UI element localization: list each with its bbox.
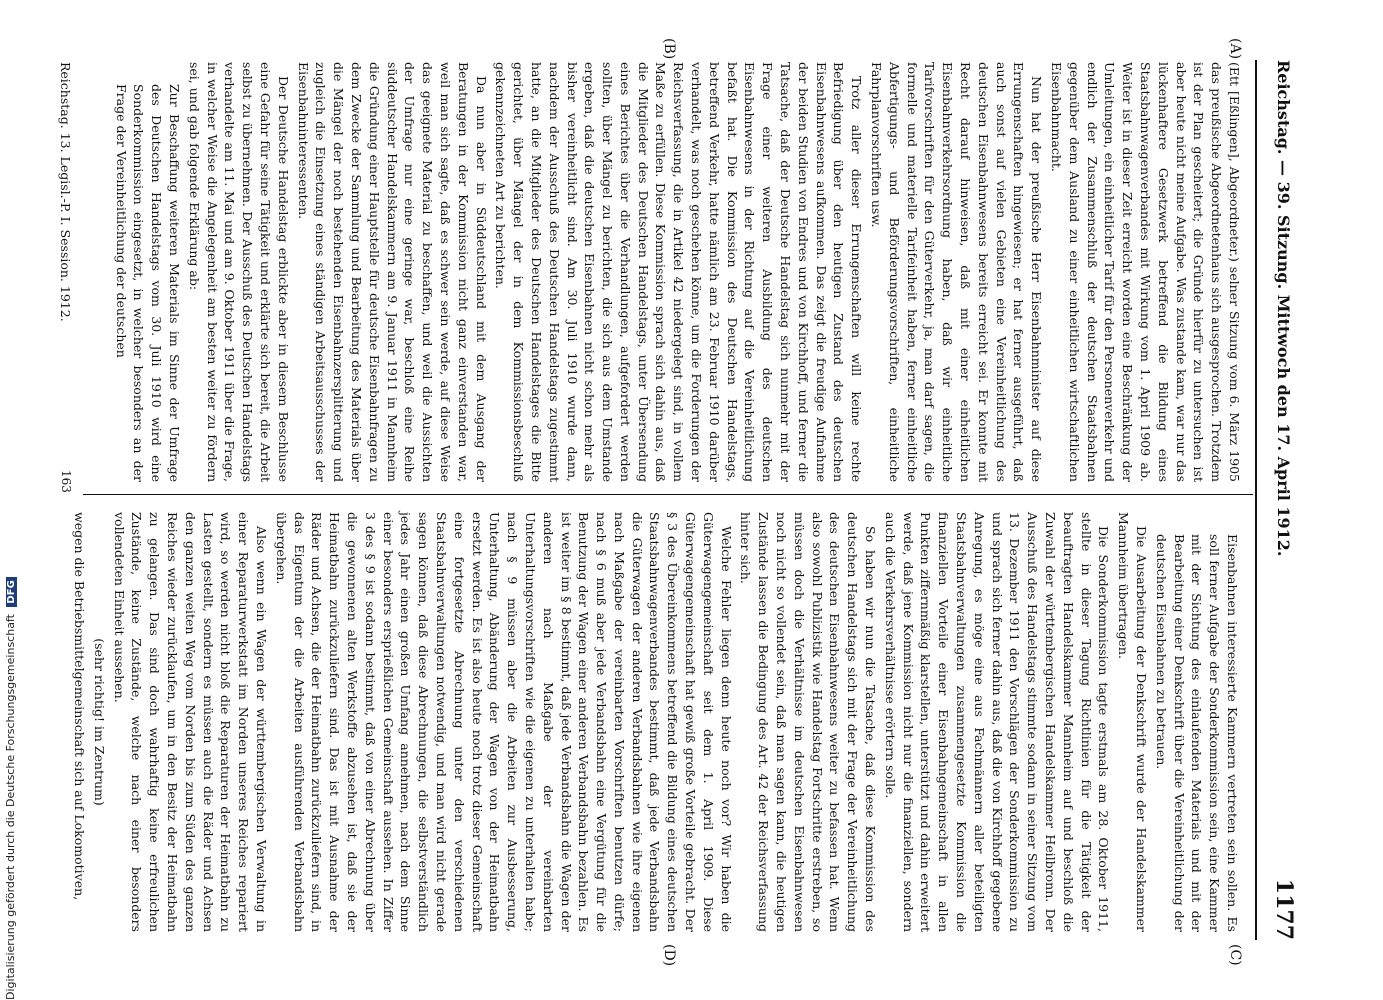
paragraph: wegen die Betriebsmittelgemeinschaft sich auf Lokomotiven, xyxy=(72,512,87,901)
paragraph: Der Deutsche Handelstag erblickte aber in diesem Beschlusse eine Gefahr für seine Tätigkeit und erklärte sich bereit, die Arbeit selbst zu übernehmen. Der Ausschuß des Deutschen Handelstags verhandelte am 11. Mai und am 9. Oktober 1911 über die Frage, in welcher Weise die Angelegenheit am besten weiter zu fördern sei, und gab folgende Erklärung ab: xyxy=(186,62,291,482)
digitization-credit-text: Digitalisierung gefördert durch die Deutsche Forschungsgemeinschaft xyxy=(4,614,17,1000)
page-header xyxy=(1261,60,1297,940)
header-rule xyxy=(1255,60,1257,940)
dfg-logo: DFG xyxy=(6,577,17,606)
margin-marker-b: (B) xyxy=(661,38,677,60)
margin-marker-d: (D) xyxy=(661,944,677,967)
quoted-declaration: Zur Beschaffung weiteren Materials im Sinne der Umfrage des Deutschen Handelstags vom 30. Juli 1910 wird eine Sonderkommission eingesetzt, in welcher besonders an der Frage der Vereinheitlichung der deutschen xyxy=(113,84,182,482)
digitization-credit xyxy=(4,577,17,1000)
interjection: (sehr richtig! im Zentrum) xyxy=(91,638,107,806)
margin-marker-a: (A) xyxy=(1227,38,1243,60)
footer-session-info: Reichstag. 13. Legisl.-P. I. Session. 1912. xyxy=(58,62,73,322)
paragraph: Also wenn ein Wagen der württembergischen Verwaltung in einer Reparaturwerkstatt im Norden unseres Reiches repariert wird, so werden nicht bloß die Reparaturen der Heimatbahn zu Lasten gestellt, sondern es müssen auch die Räder und Achsen den ganzen weiten Weg vom Norden bis zum Süden des ganzen Reiches wieder zurücklaufen, um in den Besitz der Heimatbahn zu gelangen. Das sind doch wahrhaftig keine erfreulichen Zustände, keine Zustände, welche nach einer besonders vollendeten Einheit aussehen. xyxy=(111,512,269,932)
paragraph: Die Sonderkommission tagte erstmals am 28. Oktober 1911, stellte in dieser Tagung Richtlinien für die Tätigkeit der beauftragten Handelskammer Mannheim auf und beschloß die Zuwahl der württembergischen Handelskammer Heilbronn. Der Ausschuß des Handelstags stimmte sodann in seiner Sitzung vom 13. Dezember 1911 den Vorschlägen der Sonderkommission zu und sprach sich ferner dahin aus, daß die von Kirchhoff gegebene Anregung, es möge eine aus Fachmännern aller beteiligten Staatsbahnverwaltungen zusammengesetzte Kommission die finanziellen Vorteile einer Eisenbahngemeinschaft in allen Punkten ziffernmäßig klarstellen, unterstützt und dahin erweitert werde, daß jene Kommission nicht nur die finanziellen, sondern auch die Verkehrsverhältnisse erörtern solle. xyxy=(882,512,1112,932)
left-text-column xyxy=(110,62,1243,482)
paragraph: Nun hat der preußische Herr Eisenbahnminister auf diese Errungenschaften hingewiesen; er hat ferner ausgeführt, daß auch sonst auf vielen Gebieten eine Vereinheitlichung des deutschen Eisenbahnwesens bereits erreicht sei. Er konnte mit Recht darauf hinweisen, daß mit einer einheitlichen Eisenbahnverkehrsordnung haben, daß wir einheitliche Tarifvorschriften für den Güterverkehr, ja, man darf sagen, die formelle und materielle Tarifeinheit haben, ferner einheitliche Abfertigungs- und Beförderungsvorschriften, einheitliche Fahrplanvorschriften usw. xyxy=(869,62,1045,482)
paragraph: Die Ausarbeitung der Denkschrift wurde der Handelskammer Mannheim übertragen. xyxy=(1116,512,1150,932)
right-text-column xyxy=(68,512,1243,932)
paragraph: (Ett [Eßlingen], Abgeordneter.) selner Sitzung vom 6. März 1905 das preußische Abgeordnetenhaus sich ausgesprochen. Trotzdem ist der Plan gescheitert; die Gründe hierfür zu untersuchen ist aber heute nicht meine Aufgabe. Was zustande kam, war nur das lückenhaftere Gesetzwerk betreffend die Bildung eines Staatsbahnwagenverbandes mit Wirkung vom 1. April 1909 ab. Weiter ist in dieser Zeit erreicht worden eine Beschränkung der Umleitungen, ein einheitlicher Tarif für den Personenverkehr und endlich der Zusammenschluß der deutschen Staatsbahnen gegenüber dem Ausland zu einer einheitlichen wirtschaftlichen Eisenbahnmacht. xyxy=(1049,62,1242,482)
quoted-declaration-continued: Eisenbahnen interessierte Kammern vertreten sein sollen. Es soll ferner Aufgabe der Sonderkommission sein, eine Kammer mit der Sichtung des einlaufenden Materials und mit der Bearbeitung einer Denkschrift über die Vereinheitlichung der deutschen Eisenbahnen zu betrauen. xyxy=(1153,534,1240,932)
footer-signature-number: 163 xyxy=(59,470,73,493)
column-divider xyxy=(83,494,1253,495)
paragraph: Welche Fehler liegen denn heute noch vor? Wir haben die Güterwagengemeinschaft seit dem 1. April 1909. Diese Güterwagengemeinschaft hat gewiß große Vorteile gebracht. Der § 3 des Übereinkommens betreffend die Bildung eines deutschen Staatsbahnwagenverbandes bestimmt, daß jede Verbandsbahn die Güterwagen der anderen Verbandsbahnen wie ihre eigenen nach Maßgabe der vereinbarten Vorschriften benutzen dürfe; nach § 6 muß aber jede Verbandsbahn eine Vergütung für die Benutzung der Wagen einer anderen Verbandsbahn bezahlen. Es ist weiter im § 8 bestimmt, daß jede Verbandsbahn die Wagen der anderen nach Maßgabe der vereinbarten Unterhaltungsvorschriften wie die eigenen zu unterhalten habe; nach § 9 müssen aber die Arbeiten zur Ausbesserung, Unterhaltung, Abänderung der Wagen von der Heimatbahn ersetzt werden. Es ist also heute noch trotz dieser Gemeinschaft eine fortgesetzte Abrechnung unter den verschiedenen Staatsbahnverwaltungen notwendig, und man wird nicht gerade sagen können, daß diese Abrechnungen, die selbstverständlich jedes Jahr einen großen Umfang annehmen, nach dem Sinne einer besonders ersprießlichen Gemeinschaft aussehen. In Ziffer 3 des § 9 ist sodann bestimmt, daß von einer Abrechnung über die gewonnenen alten Werkstoffe abzusehen ist, daß sie der Heimatbahn zurückzuliefern sind. Das ist mit Ausnahme der Räder und Achsen, die der Heimatbahn zurückzuliefern sind, in das Eigentum der die Arbeiten ausführenden Verbandsbahn übergehen. xyxy=(273,512,734,932)
paragraph: Trotz aller dieser Errungenschaften will keine rechte Befriedigung über den heutigen Zustand des deutschen Eisenbahnwesens aufkommen. Das zeigt die freudige Aufnahme der beiden Studien von Endres und von Kirchhoff, und ferner die Tatsache, daß der Deutsche Handelstag sich nunmehr mit der Frage einer weiteren Ausbildung des deutschen Eisenbahnwesens in der Richtung auf die Vereinheitlichung befaßt hat. Die Kommission des Deutschen Handelstags, betreffend Verkehr, hatte nämlich am 23. Februar 1910 darüber verhandelt, was noch geschehen könne, um die Forderungen der Reichsverfassung, die in Artikel 42 niedergelegt sind, in vollem Maße zu erfüllen. Diese Kommission sprach sich dahin aus, daß die Mitglieder des Deutschen Handelstags, unter Übersendung eines Berichtes über die Verhandlungen, aufgefordert werden sollten, über Mängel zu berichten, die sich aus dem Umstande ergeben, daß die deutschen Eisenbahnen nicht schon mehr als bisher vereinheitlicht sind. Am 30. Juli 1910 wurde dann, nachdem der Ausschuß des Deutschen Handelstags zugestimmt hatte, an die Mitglieder des Deutschen Handelstages die Bitte gerichtet, über Mängel der in dem Kommissionsbeschluß gekennzeichneten Art zu berichten. xyxy=(493,62,865,482)
margin-marker-c: (C) xyxy=(1227,944,1243,966)
paragraph: So haben wir nun die Tatsache, daß diese Kommission des deutschen Handelstags sich mit der Frage der Vereinheitlichung des deutschen Eisenbahnwesens weiter zu befassen hat. Wenn also sowohl Publizistik wie Handelstag Fortschritte erstreben, so müssen doch die Verhältnisse im deutschen Eisenbahnwesen noch nicht so vollendet sein, daß man sagen kann, die heutigen Zustände lassen die Bedingung des Art. 42 der Reichsverfassung hinter sich. xyxy=(738,512,879,932)
page-header-title: Reichstag. — 39. Sitzung. Mittwoch den 17. April 1912. xyxy=(1274,60,1293,557)
paragraph: Da nun aber in Süddeutschland mit dem Ausgang der Beratungen in der Kommission nicht ganz einverstanden war, weil man sich sagte, daß es schwer sein werde, auf diese Weise das geeignete Material zu beschaffen, und weil die Aussichten der Umfrage nur eine geringe war, beschloß eine Reihe süddeutscher Handelskammern am 9. Januar 1911 in Mannheim die Gründung einer Hauptstelle für deutsche Eisenbahnfragen zu dem Zwecke der Sammlung und Bearbeitung des Materials über die Mängel der noch bestehenden Eisenbahnzersplitterung und zugleich die Einsetzung eines ständigen Arbeitsausschusses der Eisenbahninteressenten. xyxy=(295,62,489,482)
page-number: 1177 xyxy=(1271,878,1297,940)
rotated-page xyxy=(5,0,1305,1000)
